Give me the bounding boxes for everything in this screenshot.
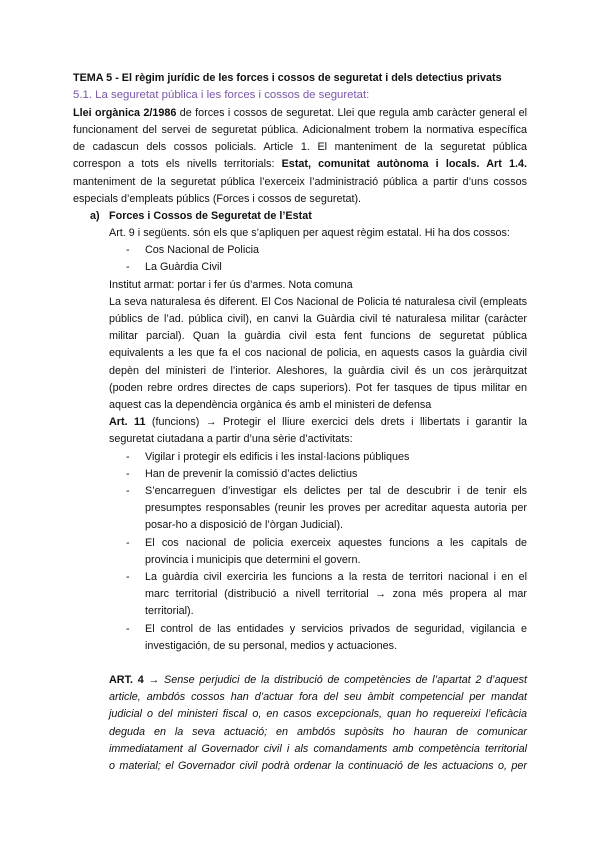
art9-text: Art. 9 i següents. són els que s’apliquen per aquest règim estatal. Hi ha dos cossos: xyxy=(109,227,510,239)
paragraph-line: funcionament del servei de seguretat pública. Adicionalment trobem la normativa específica xyxy=(73,124,527,136)
nature-line: públics de l’ad. pública civil), en canvi la Guàrdia civil té naturalesa militar (caràcter xyxy=(109,313,527,325)
function-item: La guàrdia civil exerciria les funcions a la resta de territori nacional i en el xyxy=(145,571,527,583)
dash-bullet: - xyxy=(126,571,130,583)
section-a-heading: Forces i Cossos de Seguretat de l’Estat xyxy=(109,210,312,222)
dash-bullet: - xyxy=(126,451,130,463)
art11-line: seguretat ciutadana a partir d’una sèrie d’activitats: xyxy=(109,433,353,445)
dash-bullet: - xyxy=(126,244,130,256)
function-item-cont: investigación, de su personal, medios y actuaciones. xyxy=(145,640,398,652)
nature-line: (poden rebre ordres directes de caps superiors). Pot fer tasques de tipus militar en xyxy=(109,382,527,394)
art4-line: o material; el Governador civil podrà ordenar la continuació de les actuacions o, per xyxy=(109,760,527,772)
law-reference: Llei orgànica 2/1986 xyxy=(73,107,177,119)
art11-line xyxy=(109,415,527,430)
paragraph-line xyxy=(73,157,527,172)
nature-line: depèn del ministeri de l’interior. Aleshores, la guàrdia civil és un cos jeràrquitzat xyxy=(109,365,527,377)
function-item: Han de prevenir la comissió d’actes delictius xyxy=(145,468,358,480)
function-item: S’encarreguen d’investigar els delictes per tal de descubrir i de tenir els xyxy=(145,485,527,497)
function-item-cont: territorial). xyxy=(145,605,194,617)
art4-text: → Sense perjudici de la distribució de competències de l’apartat 2 d’aquest xyxy=(143,674,527,686)
art4-line: deguda en la seva actuació; en ambdós supòsits ho hauran de comunicar xyxy=(109,726,527,738)
nature-line: militar parcial). Quan la guàrdia civil esta fent funcions de seguretat pública xyxy=(109,330,527,342)
paragraph-text: de forces i cossos de seguretat. Llei que regula amb caràcter general el xyxy=(176,107,528,119)
dash-bullet: - xyxy=(126,537,130,549)
nature-line: equivalents a les que fa el cos nacional de policia, en aquests casos la guàrdia civil xyxy=(109,347,527,359)
art4-line: judicial o del ministeri fiscal o, en casos excepcionals, quan ho requereixi l’eficàcia xyxy=(109,708,527,720)
nature-line: aquest cas la dependència orgànica és amb el ministeri de defensa xyxy=(109,399,432,411)
bold-territories: Estat, comunitat autònoma i locals. Art 1.4. xyxy=(281,158,527,170)
section-subtitle: 5.1. La seguretat pública i les forces i cossos de seguretat: xyxy=(73,89,370,101)
dash-bullet: - xyxy=(126,468,130,480)
art11-text: (funcions) → Protegir el lliure exercici dels drets i llibertats i garantir la xyxy=(145,416,527,428)
art4-line: immediatament al Governador civil i als comandaments amb competència territorial xyxy=(109,743,527,755)
art4-label: ART. 4 xyxy=(109,674,144,686)
paragraph-line: manteniment de la seguretat pública l’exerceix l’administració pública a partir d’uns cossos xyxy=(73,176,527,188)
list-item: La Guàrdia Civil xyxy=(145,261,222,273)
art11-label: Art. 11 xyxy=(109,416,146,428)
function-item-cont: posar-ho a disposició de l’òrgan Judicial). xyxy=(145,519,344,531)
dash-bullet: - xyxy=(126,261,130,273)
art4-line: article, ambdós cossos han d’actuar fora del seu àmbit competencial per mandat xyxy=(109,691,527,703)
institut-armat-text: Institut armat: portar i fer ús d’armes. Nota comuna xyxy=(109,279,353,291)
function-item-cont: marc territorial (distribució a nivell territorial → zona més propera al mar xyxy=(145,588,527,600)
paragraph-text: correspon a tots els nivells territorials: xyxy=(73,158,282,170)
list-item: Cos Nacional de Policia xyxy=(145,244,260,256)
function-item: El control de las entidades y servicios privados de seguridad, vigilancia e xyxy=(145,623,527,635)
function-item: Vigilar i protegir els edificis i les instal·lacions públiques xyxy=(145,451,410,463)
document-title: TEMA 5 - El règim jurídic de les forces i cossos de seguretat i dels detectius privats xyxy=(73,72,502,84)
dash-bullet: - xyxy=(126,623,130,635)
nature-line: La seva naturalesa és diferent. El Cos Nacional de Policia té naturalesa civil (empleats xyxy=(109,296,527,308)
art4-line xyxy=(109,673,527,688)
paragraph-line xyxy=(73,106,527,121)
function-item-cont: provincia i municipis que determini el govern. xyxy=(145,554,361,566)
paragraph-line: de cadascun dels cossos policials. Article 1. El manteniment de la seguretat pública xyxy=(73,141,527,153)
dash-bullet: - xyxy=(126,485,130,497)
paragraph-line: especials d’empleats públics (Forces i cossos de seguretat). xyxy=(73,193,362,205)
section-a-marker: a) xyxy=(90,210,100,222)
function-item-cont: presumptes responsables (reunir les proves per acreditar aquesta autoria per xyxy=(145,502,527,514)
function-item: El cos nacional de policia exerceix aquestes funcions a les capitals de xyxy=(145,537,527,549)
